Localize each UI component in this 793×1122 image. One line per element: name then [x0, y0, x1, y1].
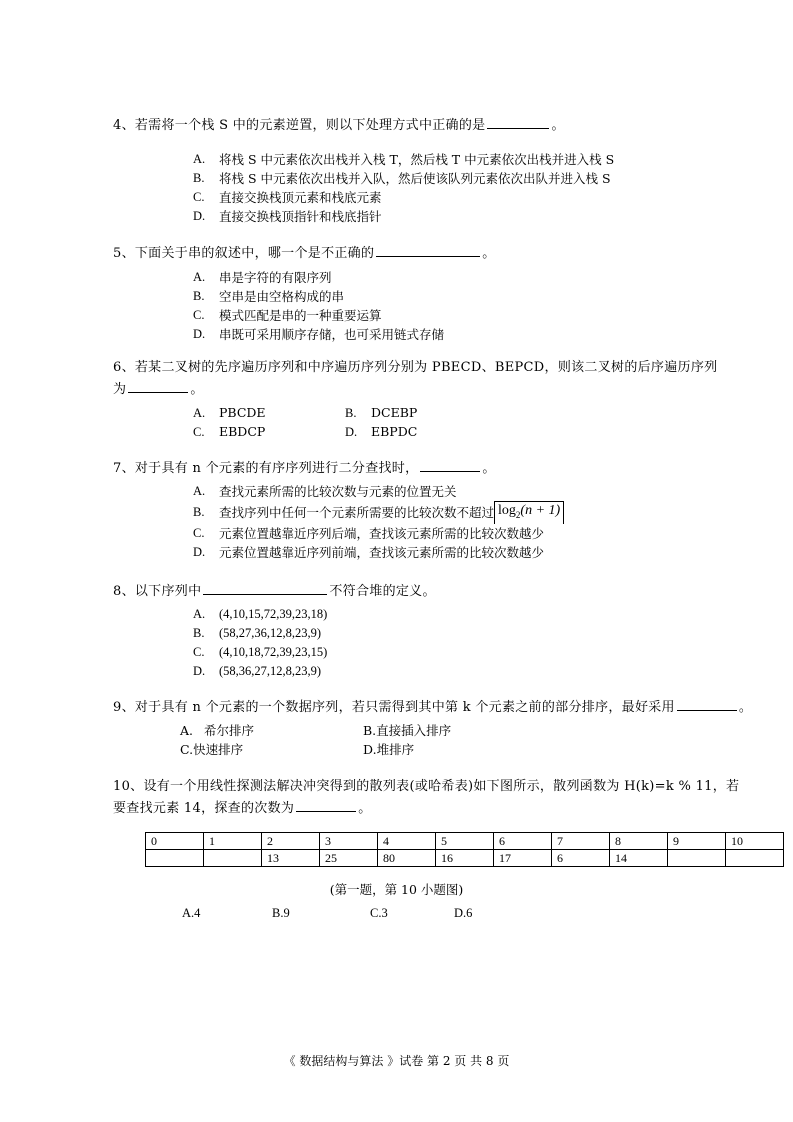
value-cell: 14	[610, 850, 668, 867]
index-cell: 0	[146, 833, 204, 850]
option-letter: D.	[193, 664, 206, 678]
option-text: 直接交换栈顶元素和栈底元素	[219, 190, 382, 205]
value-cell: 13	[262, 850, 320, 867]
value-cell	[668, 850, 726, 867]
option-letter: D.	[193, 327, 206, 341]
option-text: (4,10,15,72,39,23,18)	[219, 607, 328, 621]
option-text: DCEBP	[371, 405, 418, 420]
option-text: 堆排序	[376, 742, 415, 757]
option-letter: A.	[193, 484, 206, 498]
option-text: (4,10,18,72,39,23,15)	[219, 645, 328, 659]
formula-log: log	[498, 503, 516, 519]
q4-option-a[interactable]	[193, 150, 614, 169]
q8-option-a[interactable]	[193, 605, 327, 624]
q9-answer-blank[interactable]	[677, 696, 737, 711]
value-cell	[146, 850, 204, 867]
option-text: 串既可采用顺序存储，也可采用链式存储	[219, 327, 445, 342]
q7-end: 。	[482, 461, 496, 476]
q7-option-c[interactable]	[193, 524, 564, 543]
option-letter: C.	[193, 308, 205, 322]
q10-option-b[interactable]: B.9	[272, 906, 290, 920]
option-text: (58,36,27,12,8,23,9)	[219, 664, 322, 678]
option-text: 希尔排序	[204, 723, 255, 738]
q10-option-a[interactable]: A.4	[182, 906, 201, 920]
q10-option-c[interactable]: C.3	[370, 906, 388, 920]
formula-base: 2	[515, 509, 521, 520]
q6-option-c[interactable]	[193, 422, 265, 442]
index-cell: 6	[494, 833, 552, 850]
question-7	[113, 457, 758, 479]
q10-stem-2: 要查找元素 14，探查的次数为	[113, 801, 295, 816]
option-letter: B.	[193, 626, 205, 640]
q7-option-b[interactable]	[193, 501, 564, 524]
q9-option-d[interactable]	[363, 740, 414, 759]
q6-option-a[interactable]	[193, 403, 266, 423]
q4-option-d[interactable]	[193, 207, 614, 226]
index-cell: 5	[436, 833, 494, 850]
q5-options	[193, 268, 444, 344]
q10-stem: 10、设有一个用线性探测法解决冲突得到的散列表(或哈希表)如下图所示，散列函数为 H(k)=k % 11，若	[113, 779, 740, 794]
q6-answer-blank[interactable]	[128, 378, 188, 393]
q5-stem: 5、下面关于串的叙述中，哪一个是不正确的	[113, 246, 375, 261]
option-text: 直接插入排序	[376, 723, 452, 738]
q9-stem: 9、对于具有 n 个元素的一个数据序列，若只需得到其中第 k 个元素之前的部分排序，最好采用	[113, 700, 675, 715]
question-6	[113, 358, 758, 400]
q8-stem: 8、以下序列中	[113, 584, 202, 599]
option-text: 快速排序	[193, 742, 244, 757]
option-letter: B.	[193, 505, 205, 519]
option-letter: A.	[193, 406, 206, 420]
page-footer: 《 数据结构与算法 》试卷 第 2 页 共 8 页	[283, 1054, 510, 1068]
q6-end: 。	[190, 382, 204, 397]
q4-option-b[interactable]	[193, 169, 614, 188]
q6-option-b[interactable]	[345, 403, 417, 423]
q8-end: 不符合堆的定义。	[329, 584, 436, 599]
q8-option-d[interactable]	[193, 662, 327, 681]
option-text: 查找元素所需的比较次数与元素的位置无关	[219, 484, 457, 499]
option-letter: B.	[363, 723, 377, 738]
option-text: 串是字符的有限序列	[219, 270, 332, 285]
option-letter: C.	[180, 742, 194, 757]
option-letter: C.	[193, 645, 205, 659]
q8-option-c[interactable]	[193, 643, 327, 662]
q5-option-c[interactable]	[193, 306, 444, 325]
option-text: 元素位置越靠近序列后端，查找该元素所需的比较次数越少	[219, 526, 545, 541]
option-letter: A.	[193, 152, 206, 166]
value-cell	[204, 850, 262, 867]
q6-option-d[interactable]	[345, 422, 417, 442]
option-text: (58,27,36,12,8,23,9)	[219, 626, 322, 640]
question-4	[113, 114, 758, 136]
question-5	[113, 242, 758, 264]
q8-answer-blank[interactable]	[203, 580, 327, 595]
question-9	[113, 696, 758, 718]
q4-option-c[interactable]	[193, 188, 614, 207]
value-cell: 25	[320, 850, 378, 867]
option-text: 将栈 S 中元素依次出栈并入栈 T，然后栈 T 中元素依次出栈并进入栈 S	[219, 152, 615, 167]
q5-option-b[interactable]	[193, 287, 444, 306]
q7-option-d[interactable]	[193, 543, 564, 562]
option-letter: D.	[193, 545, 206, 559]
index-cell: 9	[668, 833, 726, 850]
option-letter: B.	[193, 171, 205, 185]
option-letter: C.	[193, 190, 205, 204]
index-cell: 10	[726, 833, 784, 850]
formula-arg: (n + 1)	[520, 503, 561, 519]
index-cell: 1	[204, 833, 262, 850]
question-10	[113, 777, 758, 819]
option-text: 将栈 S 中元素依次出栈并入队，然后使该队列元素依次出队并进入栈 S	[219, 171, 611, 186]
option-text: 元素位置越靠近序列前端，查找该元素所需的比较次数越少	[219, 545, 545, 560]
index-cell: 4	[378, 833, 436, 850]
index-cell: 7	[552, 833, 610, 850]
q4-options	[193, 150, 614, 226]
option-text: 空串是由空格构成的串	[219, 289, 345, 304]
option-letter: B.	[345, 406, 357, 420]
option-letter: A.	[180, 723, 194, 738]
log-formula	[494, 501, 564, 524]
question-8	[113, 580, 758, 602]
q9-option-b[interactable]	[363, 721, 451, 740]
option-text: EBPDC	[371, 424, 418, 439]
q5-option-d[interactable]	[193, 325, 444, 344]
q5-answer-blank[interactable]	[376, 242, 480, 257]
option-letter: D.	[193, 209, 206, 223]
q7-answer-blank[interactable]	[420, 457, 480, 472]
q6-stem: 6、若某二叉树的先序遍历序列和中序遍历序列分别为 PBECD、BEPCD，则该二叉树的后序遍历序列	[113, 360, 718, 375]
index-cell: 2	[262, 833, 320, 850]
q10-end: 。	[358, 801, 372, 816]
q8-options	[193, 605, 327, 681]
q6-stem-2: 为	[113, 382, 127, 397]
q8-option-b[interactable]	[193, 624, 327, 643]
figure-caption: (第一题，第 10 小题图)	[329, 882, 464, 897]
option-letter: C.	[193, 425, 205, 439]
q4-answer-blank[interactable]	[487, 114, 549, 129]
q9-option-a[interactable]	[180, 721, 254, 740]
q9-end: 。	[738, 700, 753, 715]
q9-option-c[interactable]	[180, 740, 243, 759]
hash-table	[145, 832, 784, 867]
option-letter: D.	[363, 742, 377, 757]
option-text: 直接交换栈顶指针和栈底指针	[219, 209, 382, 224]
option-text: PBCDE	[219, 405, 266, 420]
value-cell	[726, 850, 784, 867]
option-text: 模式匹配是串的一种重要运算	[219, 308, 382, 323]
q7-option-a[interactable]	[193, 482, 564, 501]
hash-table-index-row	[146, 833, 784, 850]
q10-option-d[interactable]: D.6	[454, 906, 473, 920]
q5-end: 。	[482, 246, 496, 261]
option-letter: D.	[345, 425, 358, 439]
q4-end: 。	[551, 118, 565, 133]
q9-options	[180, 721, 580, 761]
value-cell: 6	[552, 850, 610, 867]
value-cell: 16	[436, 850, 494, 867]
index-cell: 3	[320, 833, 378, 850]
q6-options	[193, 403, 493, 443]
option-letter: A.	[193, 270, 206, 284]
option-letter: B.	[193, 289, 205, 303]
q7-options	[193, 482, 564, 562]
option-text: EBDCP	[219, 424, 266, 439]
value-cell: 17	[494, 850, 552, 867]
option-letter: A.	[193, 607, 206, 621]
option-text: 查找序列中任何一个元素所需要的比较次数不超过	[219, 505, 495, 520]
option-letter: C.	[193, 526, 205, 540]
q4-stem: 4、若需将一个栈 S 中的元素逆置，则以下处理方式中正确的是	[113, 118, 486, 133]
hash-table-value-row	[146, 850, 784, 867]
q5-option-a[interactable]	[193, 268, 444, 287]
q7-stem: 7、对于具有 n 个元素的有序序列进行二分查找时，	[113, 461, 419, 476]
value-cell: 80	[378, 850, 436, 867]
index-cell: 8	[610, 833, 668, 850]
q10-answer-blank[interactable]	[296, 797, 356, 812]
